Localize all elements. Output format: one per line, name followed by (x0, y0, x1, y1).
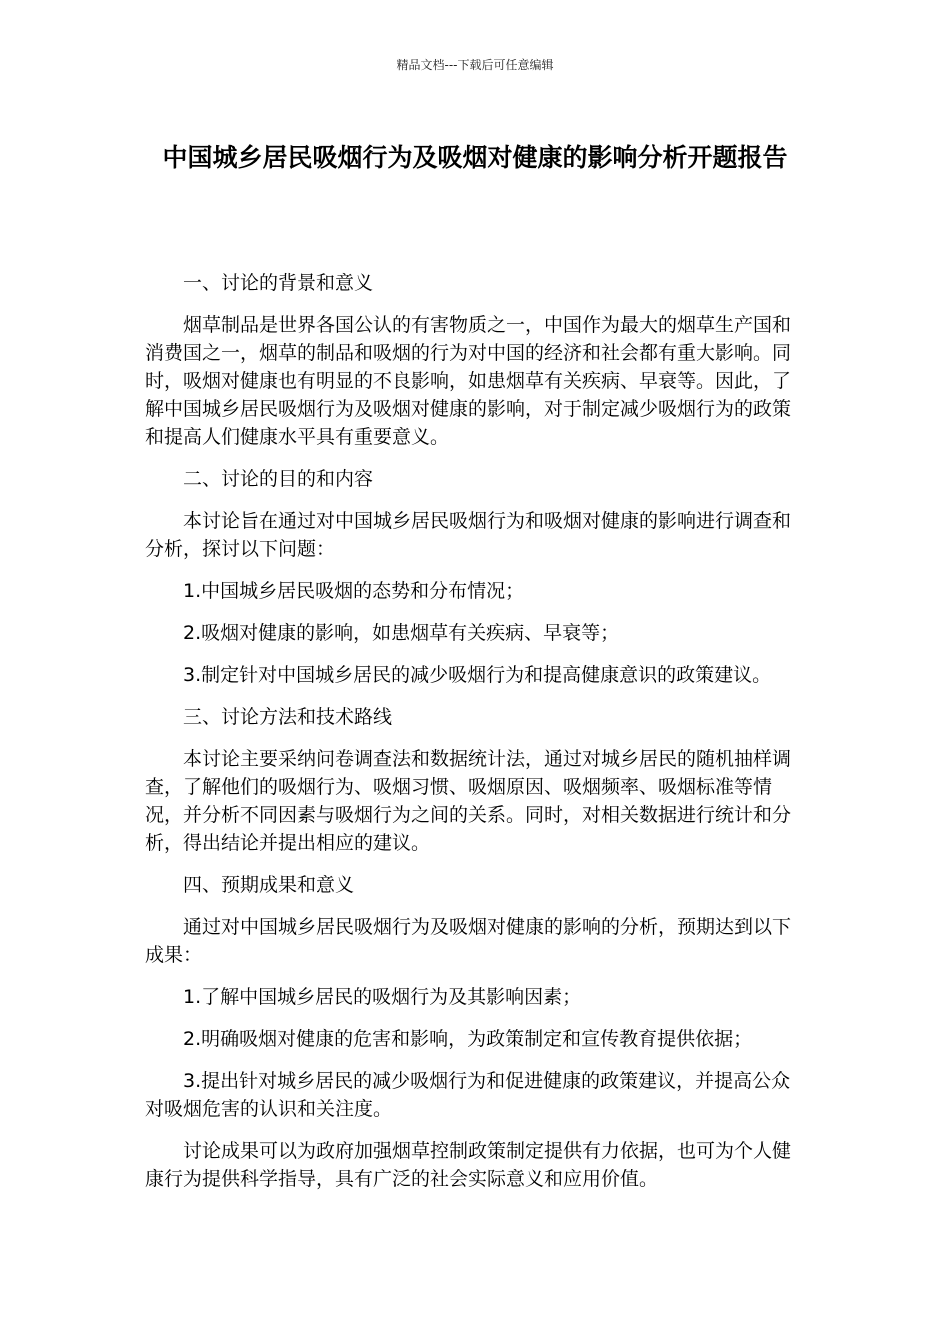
paragraph-purpose: 本讨论旨在通过对中国城乡居民吸烟行为和吸烟对健康的影响进行调查和分析，探讨以下问题： (145, 510, 792, 560)
header-note: 精品文档---下载后可任意编辑 (396, 58, 554, 72)
list-item: 2.吸烟对健康的影响，如患烟草有关疾病、早衰等； (183, 622, 620, 644)
paragraph-method: 本讨论主要采纳问卷调查法和数据统计法，通过对城乡居民的随机抽样调查，了解他们的吸烟行为、吸烟习惯、吸烟原因、吸烟频率、吸烟标准等情况，并分析不同因素与吸烟行为之间的关系。同时，对相关数据进行统计和分析，得出结论并提出相应的建议。 (145, 748, 792, 854)
list-item: 2.明确吸烟对健康的危害和影响，为政策制定和宣传教育提供依据； (183, 1028, 753, 1050)
list-item: 3.制定针对中国城乡居民的减少吸烟行为和提高健康意识的政策建议。 (183, 664, 772, 686)
list-item: 3.提出针对城乡居民的减少吸烟行为和促进健康的政策建议，并提高公众对吸烟危害的认识和关注度。 (145, 1070, 791, 1120)
document-title: 中国城乡居民吸烟行为及吸烟对健康的影响分析开题报告 (162, 143, 788, 172)
section-heading-purpose: 二、讨论的目的和内容 (183, 468, 374, 490)
paragraph-outcomes: 通过对中国城乡居民吸烟行为及吸烟对健康的影响的分析，预期达到以下成果： (145, 916, 792, 966)
list-item: 1.中国城乡居民吸烟的态势和分布情况； (183, 580, 525, 602)
paragraph-background: 烟草制品是世界各国公认的有害物质之一，中国作为最大的烟草生产国和消费国之一，烟草的制品和吸烟的行为对中国的经济和社会都有重大影响。同时，吸烟对健康也有明显的不良影响，如患烟草有关疾病、早衰等。因此，了解中国城乡居民吸烟行为及吸烟对健康的影响，对于制定减少吸烟行为的政策和提高人们健康水平具有重要意义。 (145, 314, 792, 448)
section-heading-outcomes: 四、预期成果和意义 (183, 874, 355, 896)
section-heading-background: 一、讨论的背景和意义 (183, 272, 374, 294)
list-item: 1.了解中国城乡居民的吸烟行为及其影响因素； (183, 986, 582, 1008)
document-body (145, 269, 795, 1207)
section-heading-method: 三、讨论方法和技术路线 (183, 706, 393, 728)
paragraph-conclusion: 讨论成果可以为政府加强烟草控制政策制定提供有力依据，也可为个人健康行为提供科学指导，具有广泛的社会实际意义和应用价值。 (145, 1140, 792, 1190)
